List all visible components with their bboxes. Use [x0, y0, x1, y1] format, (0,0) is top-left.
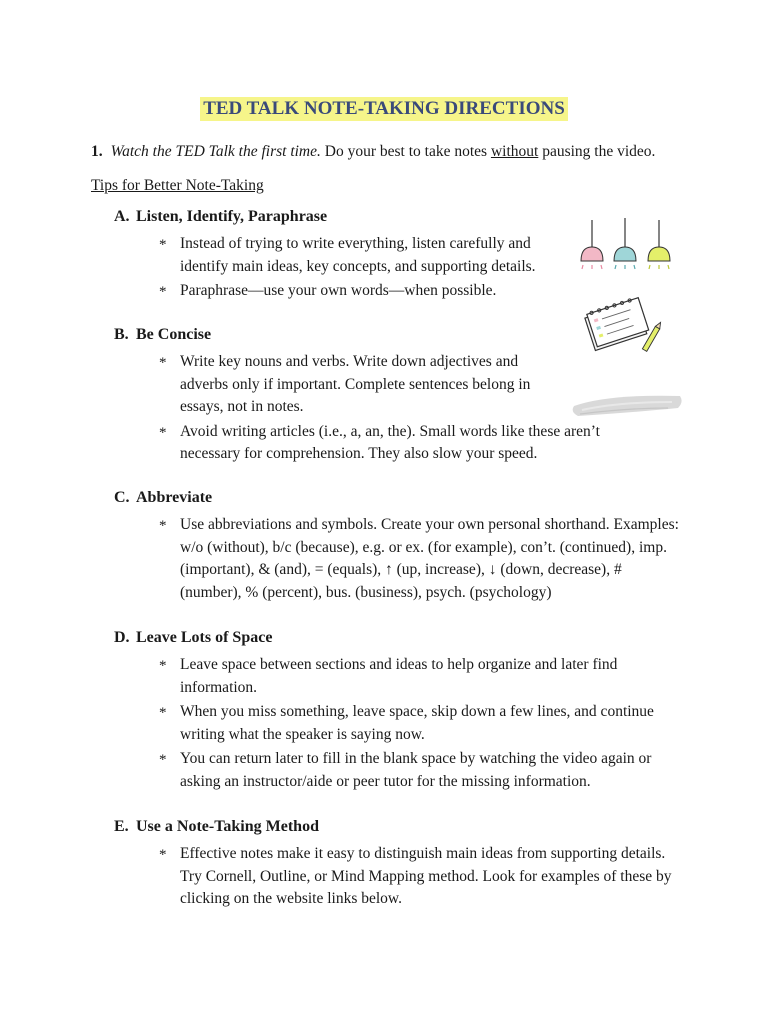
section-title: Abbreviate [136, 489, 213, 506]
bullet-text: You can return later to fill in the blank space by watching the video again or asking an instructor/aide or peer tutor for the missing information. [180, 750, 652, 790]
bullet-item [114, 421, 630, 466]
section-title: Be Concise [136, 326, 212, 343]
hanging-lamps-icon [572, 216, 682, 276]
section-heading [114, 817, 714, 837]
section-letter: B. [114, 326, 129, 343]
bullet-item [114, 701, 666, 746]
bullet-text: Avoid writing articles (i.e., a, an, the). Small words like these aren’t necessary for comprehension. They also slow your speed. [180, 422, 600, 462]
bullet-text: Write key nouns and verbs. Write down adjectives and adverbs only if important. Complete sentences belong in essays, not in notes. [180, 353, 531, 415]
step-1-underlined-word: without [490, 143, 539, 160]
notebook-icon [583, 296, 663, 354]
bullet-item [114, 514, 680, 604]
bullet-list [114, 514, 714, 604]
bullet-list [114, 654, 714, 793]
bullet-text: Effective notes make it easy to distinguish main ideas from supporting details. Try Cornell, Outline, or Mind Mapping method. Look for examples of these by clicking on the website links below. [180, 845, 672, 907]
bullet-text: Use abbreviations and symbols. Create your own personal shorthand. Examples: w/o (without), b/c (because), e.g. or ex. (for example), con’t. (continued), imp. (important), & (and), = (equals), ↑ (up, increase), ↓ (down, decrease), # (number), % (percent), bus. (business), psych. (psychology) [180, 516, 679, 601]
section-heading [114, 628, 714, 648]
step-1-text-before: Do your best to take notes [320, 143, 491, 160]
bullet-text: Leave space between sections and ideas to help organize and later find information. [180, 656, 618, 696]
section-letter: C. [114, 489, 130, 506]
section-e [114, 817, 714, 913]
section-letter: A. [114, 208, 130, 225]
section-letter: D. [114, 629, 130, 646]
section-c [114, 488, 714, 606]
step-1-instruction [91, 142, 655, 162]
bullet-item [114, 748, 666, 793]
bullet-text: Paraphrase—use your own words—when possible. [180, 282, 497, 299]
section-letter: E. [114, 818, 129, 835]
section-heading [114, 488, 714, 508]
bullet-item [114, 843, 680, 911]
step-1-text-after: pausing the video. [538, 143, 656, 160]
section-title: Listen, Identify, Paraphrase [136, 208, 328, 225]
bullet-list [114, 843, 714, 911]
section-title: Use a Note-Taking Method [136, 818, 319, 835]
bullet-text: Instead of trying to write everything, listen carefully and identify main ideas, key concepts, and supporting details. [180, 235, 536, 275]
page-title: TED TALK NOTE-TAKING DIRECTIONS [200, 97, 568, 121]
bullet-item [114, 654, 666, 699]
bullet-item [114, 233, 544, 278]
section-d [114, 628, 714, 795]
tips-heading: Tips for Better Note-Taking [91, 177, 264, 194]
bullet-item [114, 351, 542, 419]
brush-stroke-icon [568, 384, 688, 424]
section-title: Leave Lots of Space [136, 629, 273, 646]
title-container [0, 97, 768, 121]
step-number: 1. [91, 143, 103, 160]
bullet-text: When you miss something, leave space, skip down a few lines, and continue writing what the speaker is saying now. [180, 703, 654, 743]
step-1-italic-text: Watch the TED Talk the first time. [110, 143, 321, 160]
